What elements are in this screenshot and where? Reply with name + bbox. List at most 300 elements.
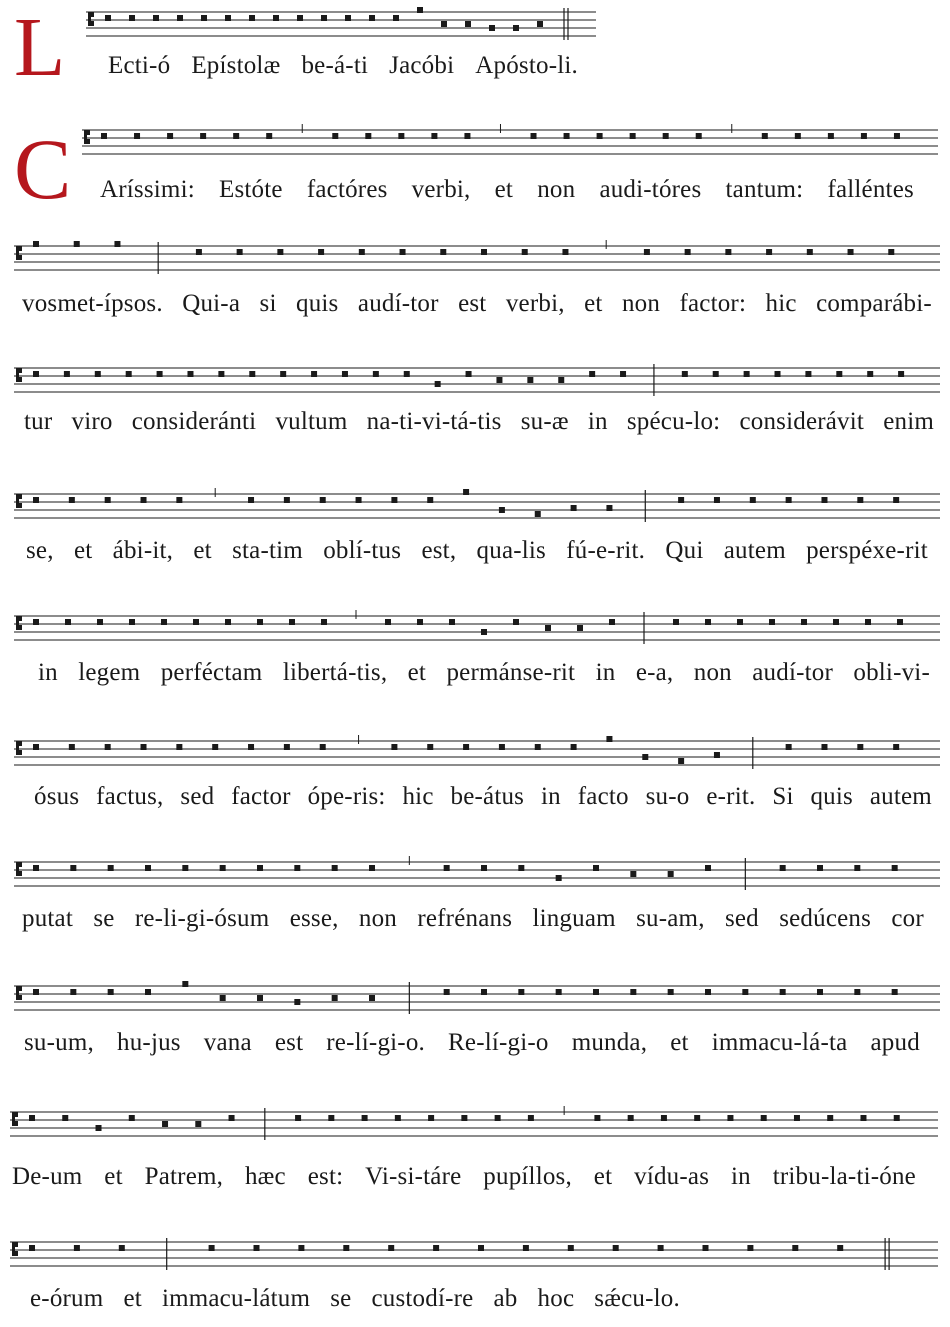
neume-punctum <box>237 249 243 255</box>
neume-punctum <box>33 241 39 247</box>
neume-punctum <box>827 1115 833 1121</box>
neume-punctum <box>857 497 863 503</box>
neume-punctum <box>766 249 772 255</box>
neume-punctum <box>673 619 679 625</box>
neume-punctum <box>182 981 188 987</box>
neume-punctum <box>328 1115 334 1121</box>
neume-punctum <box>817 865 823 871</box>
chant-lyric-line <box>24 1029 920 1057</box>
lyric-word: hu-jus <box>117 1029 181 1056</box>
lyric-word: est, <box>421 537 457 564</box>
neume-punctum <box>742 989 748 995</box>
chant-staff <box>14 735 940 777</box>
neume-punctum <box>518 865 524 871</box>
neume-punctum <box>527 377 533 383</box>
lyric-word: et <box>670 1029 689 1056</box>
neume-punctum <box>537 21 543 27</box>
neume-punctum <box>761 1115 767 1121</box>
lyric-word: audí-tor <box>752 659 833 686</box>
neume-punctum <box>805 371 811 377</box>
neume-punctum <box>64 371 70 377</box>
lyric-word: se, <box>26 537 54 564</box>
neume-punctum <box>176 497 182 503</box>
lyric-word: se <box>330 1285 352 1312</box>
lyric-word: su-am, <box>636 905 705 932</box>
neume-punctum <box>496 377 502 383</box>
neume-punctum <box>558 377 564 383</box>
neume-punctum <box>248 744 254 750</box>
lyric-word: spécu-lo: <box>626 408 721 435</box>
neume-punctum <box>898 371 904 377</box>
lyric-word: in <box>731 1163 751 1190</box>
neume-punctum <box>658 1245 664 1251</box>
neume-punctum <box>369 865 375 871</box>
neume-punctum <box>888 249 894 255</box>
neume-punctum <box>369 995 375 1001</box>
chant-lyric-line <box>30 1285 680 1313</box>
neume-punctum <box>153 15 159 21</box>
do-clef-icon <box>16 741 22 755</box>
lyric-word: factor: <box>679 290 747 317</box>
neume-punctum <box>589 371 595 377</box>
neume-punctum <box>857 744 863 750</box>
lyric-word: sed <box>724 905 759 932</box>
neume-punctum <box>620 371 626 377</box>
lyric-word: su-um, <box>24 1029 94 1056</box>
neume-punctum <box>95 371 101 377</box>
neume-punctum <box>577 625 583 631</box>
neume-punctum <box>297 15 303 21</box>
neume-punctum <box>365 133 371 139</box>
neume-punctum <box>62 1115 68 1121</box>
lyric-word: sǽcu-lo. <box>594 1285 680 1312</box>
lyric-word: sed <box>180 783 215 810</box>
neume-punctum <box>556 989 562 995</box>
neume-punctum <box>249 15 255 21</box>
neume-punctum <box>273 15 279 21</box>
neume-punctum <box>141 497 147 503</box>
neume-punctum <box>833 619 839 625</box>
neume-punctum <box>167 133 173 139</box>
lyric-word: Qui <box>665 537 704 564</box>
chant-lyric-line <box>38 659 930 687</box>
lyric-word: est <box>458 290 487 317</box>
neume-punctum <box>108 865 114 871</box>
neume-punctum <box>220 995 226 1001</box>
lyric-word: non <box>537 176 576 203</box>
neume-punctum <box>141 744 147 750</box>
chant-lyric-line <box>34 783 932 811</box>
lyric-word: hoc <box>537 1285 575 1312</box>
neume-punctum <box>427 744 433 750</box>
neume-punctum <box>74 1245 80 1251</box>
lyric-word: autem <box>723 537 786 564</box>
lyric-word: be-átus <box>450 783 525 810</box>
neume-punctum <box>332 133 338 139</box>
lyric-word: et <box>123 1285 142 1312</box>
lyric-word: non <box>693 659 732 686</box>
neume-punctum <box>229 1115 235 1121</box>
neume-punctum <box>861 133 867 139</box>
lyric-word: Qui-a <box>182 290 241 317</box>
neume-punctum <box>321 15 327 21</box>
lyric-word: Apósto-li. <box>475 52 578 79</box>
do-clef-icon <box>16 616 22 630</box>
neume-punctum <box>391 497 397 503</box>
neume-punctum <box>145 989 151 995</box>
lyric-word: perspéxe-rit <box>806 537 928 564</box>
chant-lyric-line <box>100 176 914 204</box>
lyric-word: audi-tóres <box>599 176 702 203</box>
neume-punctum <box>606 505 612 511</box>
neume-punctum <box>836 371 842 377</box>
neume-punctum <box>522 249 528 255</box>
do-clef-icon <box>16 368 22 382</box>
lyric-word: consideránti <box>131 408 257 435</box>
lyric-word: obli-vi- <box>853 659 930 686</box>
lyric-word: tantum: <box>725 176 804 203</box>
neume-punctum <box>668 871 674 877</box>
lyric-word: factóres <box>306 176 388 203</box>
lyric-word: su-o <box>645 783 690 810</box>
lyric-word: autem <box>869 783 932 810</box>
neume-punctum <box>218 371 224 377</box>
lyric-word: vana <box>203 1029 252 1056</box>
neume-punctum <box>523 1245 529 1251</box>
lyric-word: ósus <box>34 783 80 810</box>
neume-punctum <box>594 1115 600 1121</box>
neume-punctum <box>893 497 899 503</box>
neume-punctum <box>661 1115 667 1121</box>
lyric-word: considerávit <box>739 408 865 435</box>
neume-punctum <box>233 133 239 139</box>
chant-lyric-line <box>12 1163 916 1191</box>
lyric-word: verbi, <box>411 176 471 203</box>
lyric-word: Patrem, <box>144 1163 224 1190</box>
neume-punctum <box>298 1245 304 1251</box>
neume-punctum <box>703 1245 709 1251</box>
lyric-word: linguam <box>532 905 616 932</box>
lyric-word: verbi, <box>505 290 565 317</box>
neume-punctum <box>277 249 283 255</box>
neume-punctum <box>162 1121 168 1127</box>
neume-punctum <box>212 744 218 750</box>
neume-punctum <box>499 744 505 750</box>
neume-punctum <box>70 989 76 995</box>
neume-punctum <box>257 865 263 871</box>
neume-punctum <box>435 381 441 387</box>
neume-punctum <box>284 497 290 503</box>
do-clef-icon <box>84 130 90 144</box>
neume-punctum <box>385 619 391 625</box>
neume-punctum <box>266 133 272 139</box>
lyric-word: na-ti-vi-tá-tis <box>366 408 502 435</box>
neume-punctum <box>311 371 317 377</box>
neume-punctum <box>280 371 286 377</box>
lyric-word: oblí-tus <box>323 537 402 564</box>
lyric-word: in <box>541 783 561 810</box>
neume-punctum <box>606 736 612 742</box>
neume-punctum <box>29 1115 35 1121</box>
neume-punctum <box>737 619 743 625</box>
neume-punctum <box>225 15 231 21</box>
neume-punctum <box>478 1245 484 1251</box>
neume-punctum <box>176 744 182 750</box>
neume-punctum <box>630 133 636 139</box>
lyric-word: permánse-rit <box>446 659 576 686</box>
drop-cap-initial-c: C <box>14 121 72 217</box>
neume-punctum <box>821 744 827 750</box>
neume-punctum <box>65 619 71 625</box>
lyric-word: Si <box>772 783 794 810</box>
lyric-word: apud <box>870 1029 920 1056</box>
neume-punctum <box>257 619 263 625</box>
do-clef-icon <box>12 1242 18 1256</box>
neume-punctum <box>714 497 720 503</box>
neume-punctum <box>105 15 111 21</box>
lyric-word: in <box>595 659 616 686</box>
neume-punctum <box>750 497 756 503</box>
lyric-word: Re-lí-gi-o <box>448 1029 549 1056</box>
lyric-word: factus, <box>96 783 164 810</box>
neume-punctum <box>295 1115 301 1121</box>
neume-punctum <box>865 619 871 625</box>
neume-punctum <box>744 371 750 377</box>
lyric-word: ábi-it, <box>112 537 174 564</box>
lyric-word: re-li-gi-ósum <box>134 905 270 932</box>
neume-punctum <box>609 619 615 625</box>
neume-punctum <box>444 989 450 995</box>
neume-punctum <box>848 249 854 255</box>
chant-lyric-line <box>24 408 934 436</box>
lyric-word: pupíllos, <box>483 1163 572 1190</box>
neume-punctum <box>126 371 132 377</box>
lyric-word: esse, <box>289 905 339 932</box>
neume-punctum <box>114 241 120 247</box>
lyric-word: custodí-re <box>371 1285 474 1312</box>
chant-lyric-line <box>22 905 924 933</box>
neume-punctum <box>398 133 404 139</box>
neume-punctum <box>343 1245 349 1251</box>
lyric-word: e-rit. <box>706 783 756 810</box>
lyric-word: e-órum <box>30 1285 104 1312</box>
neume-punctum <box>528 1115 534 1121</box>
neume-punctum <box>465 21 471 27</box>
neume-punctum <box>696 133 702 139</box>
neume-punctum <box>427 497 433 503</box>
neume-punctum <box>705 865 711 871</box>
neume-punctum <box>593 989 599 995</box>
lyric-word: Jacóbi <box>389 52 455 79</box>
lyric-word: munda, <box>571 1029 648 1056</box>
lyric-word: et <box>73 537 93 564</box>
neume-punctum <box>762 133 768 139</box>
lyric-word: non <box>358 905 398 932</box>
neume-punctum <box>195 1121 201 1127</box>
neume-punctum <box>400 249 406 255</box>
neume-punctum <box>284 744 290 750</box>
neume-punctum <box>466 371 472 377</box>
neume-punctum <box>373 371 379 377</box>
lyric-word: se <box>93 905 115 932</box>
lyric-word: vídu-as <box>634 1163 710 1190</box>
neume-punctum <box>481 989 487 995</box>
chant-staff <box>10 1106 938 1148</box>
neume-punctum <box>404 371 410 377</box>
lyric-word: viro <box>71 408 113 435</box>
neume-punctum <box>828 133 834 139</box>
neume-punctum <box>556 875 562 881</box>
neume-punctum <box>678 758 684 764</box>
neume-punctum <box>395 1115 401 1121</box>
neume-punctum <box>893 744 899 750</box>
neume-punctum <box>894 1115 900 1121</box>
neume-punctum <box>431 133 437 139</box>
neume-punctum <box>105 744 111 750</box>
neume-punctum <box>481 629 487 635</box>
neume-punctum <box>597 133 603 139</box>
neume-punctum <box>571 505 577 511</box>
neume-punctum <box>780 989 786 995</box>
neume-punctum <box>535 744 541 750</box>
neume-punctum <box>481 865 487 871</box>
neume-punctum <box>854 865 860 871</box>
do-clef-icon <box>16 986 22 1000</box>
neume-punctum <box>388 1245 394 1251</box>
neume-punctum <box>794 1115 800 1121</box>
lyric-word: su-æ <box>520 408 569 435</box>
do-clef-icon <box>88 12 94 26</box>
neume-punctum <box>464 133 470 139</box>
neume-punctum <box>440 249 446 255</box>
lyric-word: Vi-si-táre <box>365 1163 462 1190</box>
neume-punctum <box>463 489 469 495</box>
neume-punctum <box>713 371 719 377</box>
neume-punctum <box>837 1245 843 1251</box>
neume-punctum <box>817 989 823 995</box>
neume-punctum <box>613 1245 619 1251</box>
neume-punctum <box>332 865 338 871</box>
neume-punctum <box>489 25 495 31</box>
neume-punctum <box>391 744 397 750</box>
neume-punctum <box>428 1115 434 1121</box>
neume-punctum <box>892 989 898 995</box>
neume-punctum <box>129 15 135 21</box>
lyric-word: comparábi- <box>816 290 932 317</box>
neume-punctum <box>33 619 39 625</box>
neume-punctum <box>678 497 684 503</box>
lyric-word: libertá-tis, <box>282 659 388 686</box>
neume-punctum <box>393 15 399 21</box>
neume-punctum <box>105 497 111 503</box>
neume-punctum <box>860 1115 866 1121</box>
neume-punctum <box>531 133 537 139</box>
lyric-word: quis <box>296 290 339 317</box>
neume-punctum <box>694 1115 700 1121</box>
neume-punctum <box>196 249 202 255</box>
neume-punctum <box>33 865 39 871</box>
neume-punctum <box>33 497 39 503</box>
neume-punctum <box>897 619 903 625</box>
lyric-word: tribu-la-ti-óne <box>772 1163 916 1190</box>
neume-punctum <box>200 133 206 139</box>
lyric-word: be-á-ti <box>301 52 369 79</box>
lyric-word: immacu-látum <box>161 1285 311 1312</box>
neume-punctum <box>182 865 188 871</box>
lyric-word: falléntes <box>827 176 914 203</box>
neume-punctum <box>249 371 255 377</box>
neume-punctum <box>119 1245 125 1251</box>
lyric-word: hic <box>765 290 797 317</box>
neume-punctum <box>33 744 39 750</box>
title-lyric <box>108 52 578 80</box>
neume-punctum <box>630 871 636 877</box>
neume-punctum <box>682 371 688 377</box>
lyric-word: ab <box>493 1285 518 1312</box>
neume-punctum <box>892 865 898 871</box>
lyric-word: si <box>259 290 277 317</box>
neume-punctum <box>644 249 650 255</box>
lyric-word: et <box>193 537 212 564</box>
lyric-word: non <box>621 290 661 317</box>
lyric-word: cor <box>891 905 924 932</box>
neume-punctum <box>129 619 135 625</box>
neume-punctum <box>417 619 423 625</box>
neume-punctum <box>289 619 295 625</box>
lyric-word: enim <box>883 408 934 435</box>
lyric-word: facto <box>577 783 629 810</box>
neume-punctum <box>786 744 792 750</box>
chant-staff <box>10 1236 938 1278</box>
neume-punctum <box>96 1125 102 1131</box>
lyric-word: Epístolæ <box>191 52 281 79</box>
neume-punctum <box>359 249 365 255</box>
neume-punctum <box>69 744 75 750</box>
neume-punctum <box>320 497 326 503</box>
neume-punctum <box>248 497 254 503</box>
do-clef-icon <box>12 1112 18 1126</box>
lyric-word: immacu-lá-ta <box>711 1029 848 1056</box>
neume-punctum <box>867 371 873 377</box>
neume-punctum <box>663 133 669 139</box>
neume-punctum <box>29 1245 35 1251</box>
lyric-word: sedúcens <box>779 905 872 932</box>
lyric-word: hic <box>402 783 434 810</box>
lyric-word: legem <box>78 659 141 686</box>
neume-punctum <box>449 619 455 625</box>
neume-punctum <box>444 865 450 871</box>
lyric-word: et <box>593 1163 613 1190</box>
lyric-word: sta-tim <box>232 537 303 564</box>
lyric-word: audí-tor <box>357 290 439 317</box>
neume-punctum <box>417 7 423 13</box>
neume-punctum <box>628 1115 634 1121</box>
neume-punctum <box>193 619 199 625</box>
neume-punctum <box>74 241 80 247</box>
neume-punctum <box>101 133 107 139</box>
neume-punctum <box>320 744 326 750</box>
lyric-word: qua-lis <box>476 537 546 564</box>
neume-punctum <box>769 619 775 625</box>
neume-punctum <box>209 1245 215 1251</box>
neume-punctum <box>129 1115 135 1121</box>
lyric-word: et <box>584 290 603 317</box>
neume-punctum <box>108 989 114 995</box>
neume-punctum <box>795 133 801 139</box>
do-clef-icon <box>16 494 22 508</box>
lyric-word: e-a, <box>635 659 674 686</box>
neume-punctum <box>571 744 577 750</box>
